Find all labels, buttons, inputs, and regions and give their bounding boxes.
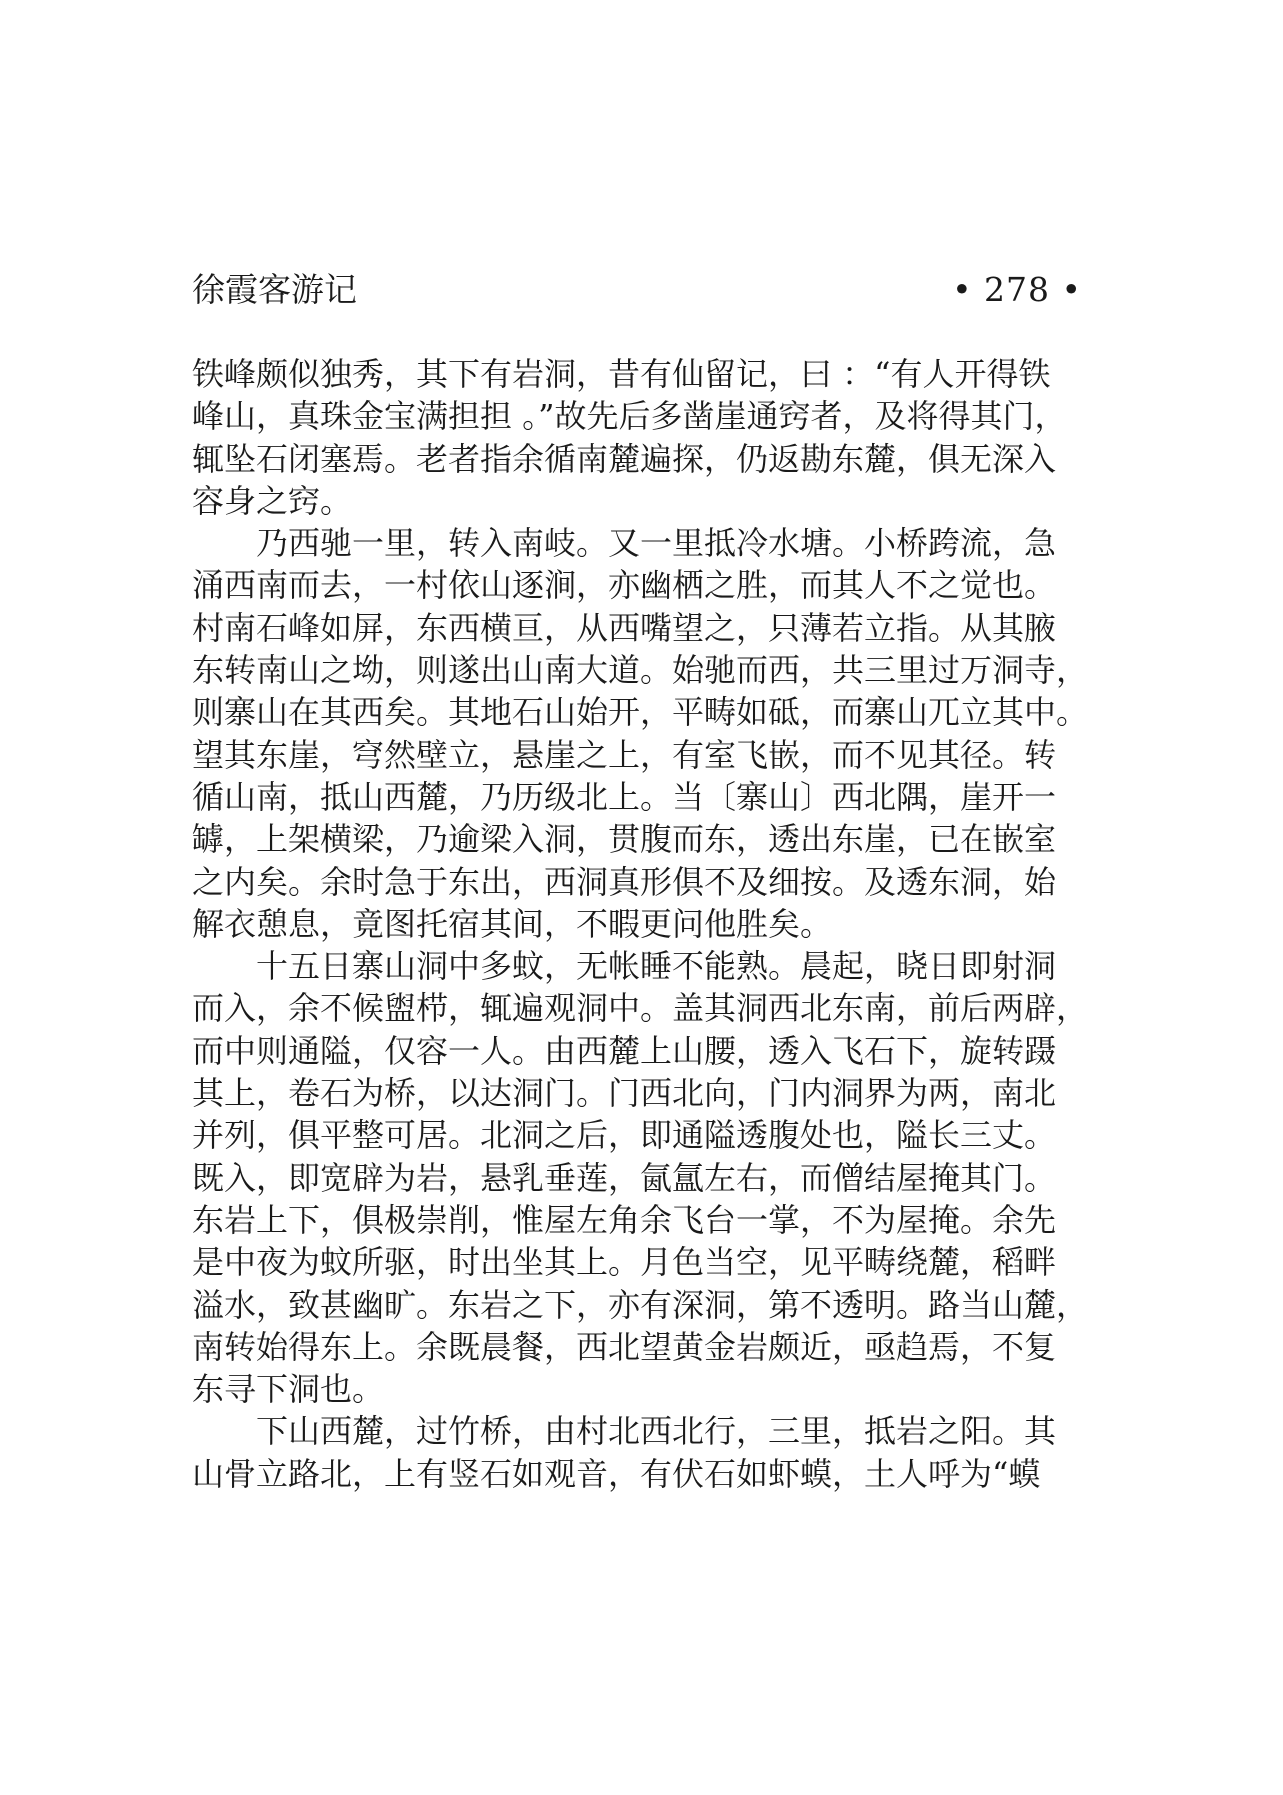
running-head — [192, 268, 1082, 312]
text-line: 东岩上下，俱极崇削，惟屋左角余飞台一掌，不为屋掩。余先 — [192, 1200, 1057, 1239]
text-line: 之内矣。余时急于东出，西洞真形俱不及细按。及透东洞，始 — [192, 862, 1057, 901]
text-line: 望其东崖，穹然壁立，悬崖之上，有室飞嵌，而不见其径。转 — [192, 735, 1057, 774]
text-line: 东寻下洞也。 — [192, 1370, 385, 1409]
paragraph-start-line: 下山西麓，过竹桥，由村北西北行，三里，抵岩之阳。其 — [256, 1412, 1057, 1451]
text-line: 南转始得东上。余既晨餐，西北望黄金岩颇近，亟趋焉，不复 — [192, 1327, 1057, 1366]
book-title: 徐霞客游记 — [192, 270, 357, 309]
text-line: 是中夜为蚊所驱，时出坐其上。月色当空，见平畴绕麓，稻畔 — [192, 1243, 1057, 1282]
paragraph-start-line: 乃西驰一里，转入南岐。又一里抵冷水塘。小桥跨流，急 — [256, 524, 1057, 563]
text-line: 解衣憩息，竟图托宿其间，不暇更问他胜矣。 — [192, 904, 833, 943]
text-line: 其上，卷石为桥，以达洞门。门西北向，门内洞界为两，南北 — [192, 1074, 1057, 1113]
text-line: 而入，余不候盥栉，辄遍观洞中。盖其洞西北东南，前后两辟， — [192, 989, 1089, 1028]
text-line: 铁峰颇似独秀，其下有岩洞，昔有仙留记，曰 ：“有人开得铁 — [192, 355, 1051, 393]
text-line: 村南石峰如屏，东西横亘，从西嘴望之，只薄若立指。从其腋 — [192, 608, 1057, 647]
body-text — [192, 353, 1092, 1495]
text-line: 罅，上架横梁，乃逾梁入洞，贯腹而东，透出东崖，已在嵌室 — [192, 820, 1057, 859]
text-line: 涌西南而去，一村依山逐涧，亦幽栖之胜，而其人不之觉也。 — [192, 566, 1057, 605]
text-line: 而中则通隘，仅容一人。由西麓上山腰，透入飞石下，旋转蹑 — [192, 1031, 1057, 1070]
text-line: 峰山，真珠金宝满担担 。”故先后多凿崖通窍者，及将得其门， — [192, 397, 1067, 436]
paragraph-start-line: 十五日寨山洞中多蚊，无帐睡不能熟。晨起，晓日即射洞 — [256, 947, 1057, 986]
text-line: 山骨立路北，上有竖石如观音，有伏石如虾蟆，土人呼为“蟆 — [192, 1454, 1041, 1493]
text-line: 容身之窍。 — [192, 481, 353, 520]
text-line: 循山南，抵山西麓，乃历级北上。当〔寨山〕西北隅，崖开一 — [192, 777, 1057, 816]
page-number: • 278 • — [952, 270, 1082, 309]
text-line: 并列，俱平整可居。北洞之后，即通隘透腹处也，隘长三丈。 — [192, 1116, 1057, 1155]
text-line: 既入，即宽辟为岩，悬乳垂莲，氤氲左右，而僧结屋掩其门。 — [192, 1158, 1057, 1197]
text-line: 辄坠石闭塞焉。老者指余循南麓遍探，仍返勘东麓，俱无深入 — [192, 439, 1057, 478]
text-line: 溢水，致甚幽旷。东岩之下，亦有深洞，第不透明。路当山麓， — [192, 1285, 1089, 1324]
text-line: 东转南山之坳，则遂出山南大道。始驰而西，共三里过万洞寺， — [192, 651, 1089, 690]
text-line: 则寨山在其西矣。其地石山始开，平畴如砥，而寨山兀立其中。 — [192, 693, 1089, 732]
